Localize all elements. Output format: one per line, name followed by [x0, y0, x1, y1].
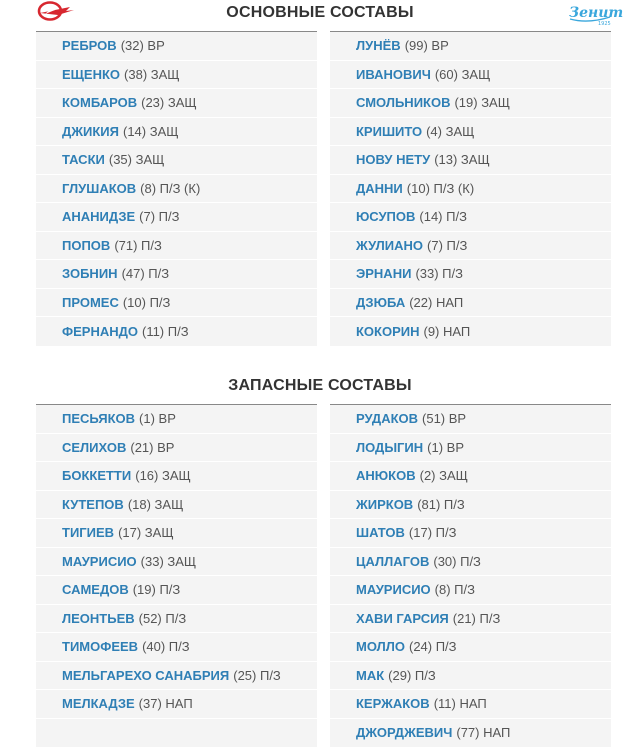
player-name-link[interactable]: ПЕСЬЯКОВ: [62, 411, 136, 427]
player-name-link[interactable]: АНЮКОВ: [356, 468, 416, 484]
player-name-link[interactable]: ШАТОВ: [356, 525, 405, 541]
away-lineup-list: [330, 31, 611, 346]
player-name-link[interactable]: МАК: [356, 667, 385, 683]
player-number-position: (52) П/З: [138, 610, 187, 626]
player-name-link[interactable]: КОКОРИН: [356, 323, 420, 339]
player-name-link[interactable]: КРИШИТО: [356, 123, 423, 139]
player-row: [36, 203, 317, 232]
player-row: [330, 576, 611, 605]
player-number-position: (14) П/З: [419, 209, 467, 225]
home-substitutes-list: [36, 404, 317, 747]
player-number-position: (32) ВР: [120, 38, 165, 54]
player-name-link[interactable]: ТАСКИ: [62, 152, 105, 168]
player-row: [36, 662, 317, 691]
player-number-position: (21) ВР: [130, 439, 175, 455]
player-number-position: (30) П/З: [433, 553, 481, 569]
player-name-link[interactable]: СМОЛЬНИКОВ: [356, 95, 451, 111]
player-row: [330, 146, 611, 175]
player-name-link[interactable]: РЕБРОВ: [62, 38, 117, 54]
player-number-position: (60) ЗАЩ: [434, 66, 491, 82]
player-name-link[interactable]: ЦАЛЛАГОВ: [356, 553, 430, 569]
player-number-position: (4) ЗАЩ: [426, 123, 475, 139]
player-row: [330, 434, 611, 463]
player-number-position: (13) ЗАЩ: [434, 152, 490, 168]
player-row: [330, 317, 611, 346]
player-name-link[interactable]: МАУРИСИО: [356, 582, 431, 598]
player-name-link[interactable]: НОВУ НЕТУ: [356, 152, 431, 168]
player-name-link[interactable]: РУДАКОВ: [356, 411, 419, 427]
player-name-link[interactable]: ФЕРНАНДО: [62, 323, 138, 339]
away-substitutes-list: [330, 404, 611, 747]
player-row: [36, 232, 317, 261]
player-number-position: (17) П/З: [408, 525, 457, 541]
player-name-link[interactable]: САМЕДОВ: [62, 582, 129, 598]
player-number-position: (35) ЗАЩ: [108, 152, 165, 168]
player-row: [36, 605, 317, 634]
player-number-position: (38) ЗАЩ: [124, 66, 180, 82]
player-number-position: (11) П/З: [141, 323, 189, 339]
player-row: [36, 118, 317, 147]
player-number-position: (23) ЗАЩ: [141, 95, 197, 111]
player-name-link[interactable]: ЗОБНИН: [62, 266, 118, 282]
player-row: [330, 719, 611, 747]
player-row: [330, 462, 611, 491]
zenit-logo-icon[interactable]: [568, 2, 624, 27]
player-row: [36, 462, 317, 491]
player-name-link[interactable]: ЖУЛИАНО: [356, 237, 424, 253]
player-name-link[interactable]: КЕРЖАКОВ: [356, 696, 430, 712]
player-number-position: (17) ЗАЩ: [118, 525, 174, 541]
player-row: [36, 32, 317, 61]
player-row: [330, 118, 611, 147]
player-row: [36, 175, 317, 204]
player-number-position: (1) ВР: [427, 439, 464, 455]
home-lineup-list: [36, 31, 317, 346]
player-number-position: (10) П/З (К): [406, 180, 475, 196]
zenit-logo-text: Зенит: [569, 5, 624, 21]
player-name-link[interactable]: ЕЩЕНКО: [62, 66, 121, 82]
player-number-position: (33) ЗАЩ: [140, 553, 197, 569]
player-row: [36, 576, 317, 605]
player-row: [330, 260, 611, 289]
player-row: [36, 61, 317, 90]
player-row: [330, 519, 611, 548]
player-number-position: (81) П/З: [417, 496, 465, 512]
player-number-position: (22) НАП: [409, 294, 464, 310]
substitutes-grid: [36, 404, 611, 746]
player-number-position: (24) П/З: [408, 639, 457, 655]
player-row: [36, 89, 317, 118]
player-number-position: (77) НАП: [456, 725, 511, 741]
player-name-link[interactable]: КОМБАРОВ: [62, 95, 138, 111]
player-row: [36, 289, 317, 318]
lineups-header: [0, 0, 640, 31]
player-row: [330, 690, 611, 719]
player-number-position: (47) П/З: [121, 266, 170, 282]
player-name-link[interactable]: МОЛЛО: [356, 639, 405, 655]
player-number-position: (71) П/З: [114, 237, 162, 253]
player-name-link[interactable]: АНАНИДЗЕ: [62, 209, 136, 225]
player-name-link[interactable]: МАУРИСИО: [62, 553, 137, 569]
player-row: [330, 61, 611, 90]
player-name-link[interactable]: ТИМОФЕЕВ: [62, 639, 139, 655]
player-number-position: (99) ВР: [404, 38, 449, 54]
player-name-link[interactable]: ДЗЮБА: [356, 294, 406, 310]
player-name-link[interactable]: МЕЛЬГАРЕХО САНАБРИЯ: [62, 667, 230, 683]
player-row: [330, 289, 611, 318]
player-number-position: (19) ЗАЩ: [454, 95, 510, 111]
substitutes-header: [0, 371, 640, 404]
player-number-position: (10) П/З: [122, 294, 171, 310]
player-number-position: (14) ЗАЩ: [122, 123, 179, 139]
player-row: [330, 633, 611, 662]
player-row: [330, 89, 611, 118]
player-row: [330, 605, 611, 634]
player-row: [36, 633, 317, 662]
player-number-position: (21) П/З: [452, 610, 501, 626]
player-name-link[interactable]: ЛЕОНТЬЕВ: [62, 610, 135, 626]
player-name-link[interactable]: ДЖОРДЖЕВИЧ: [356, 725, 453, 741]
player-row: [330, 491, 611, 520]
player-row: [36, 491, 317, 520]
player-number-position: (8) П/З: [434, 582, 475, 598]
player-row: [36, 719, 317, 747]
player-row: [36, 548, 317, 577]
player-number-position: (25) П/З: [233, 667, 281, 683]
player-row: [330, 203, 611, 232]
player-row: [36, 519, 317, 548]
player-row: [330, 175, 611, 204]
player-name-link[interactable]: МЕЛКАДЗЕ: [62, 696, 135, 712]
player-name-link[interactable]: ДАННИ: [356, 180, 403, 196]
player-number-position: (7) П/З: [139, 209, 180, 225]
player-name-link[interactable]: ДЖИКИЯ: [62, 123, 119, 139]
player-name-link[interactable]: ЛУНЁВ: [356, 38, 401, 54]
player-name-link[interactable]: ХАВИ ГАРСИЯ: [356, 610, 449, 626]
player-row: [330, 32, 611, 61]
player-row: [36, 690, 317, 719]
player-number-position: (37) НАП: [138, 696, 193, 712]
player-row: [36, 260, 317, 289]
player-number-position: (40) П/З: [142, 639, 190, 655]
player-row: [330, 405, 611, 434]
player-number-position: (18) ЗАЩ: [127, 496, 184, 512]
player-number-position: (51) ВР: [422, 411, 467, 427]
player-row: [36, 317, 317, 346]
player-name-link[interactable]: ИВАНОВИЧ: [356, 66, 431, 82]
player-name-link[interactable]: ЖИРКОВ: [356, 496, 414, 512]
player-number-position: (7) П/З: [427, 237, 468, 253]
player-row: [36, 405, 317, 434]
player-name-link[interactable]: ТИГИЕВ: [62, 525, 115, 541]
player-number-position: (19) П/З: [132, 582, 181, 598]
player-number-position: (33) П/З: [415, 266, 463, 282]
player-name-link[interactable]: БОККЕТТИ: [62, 468, 132, 484]
player-row: [36, 434, 317, 463]
player-number-position: (1) ВР: [139, 411, 176, 427]
player-row: [330, 662, 611, 691]
lineups-grid: [36, 31, 611, 345]
player-number-position: (9) НАП: [423, 323, 471, 339]
player-name-link[interactable]: СЕЛИХОВ: [62, 439, 127, 455]
player-row: [36, 146, 317, 175]
player-row: [330, 232, 611, 261]
substitutes-title: ЗАПАСНЫЕ СОСТАВЫ: [228, 377, 412, 394]
player-number-position: (11) НАП: [433, 696, 487, 712]
player-name-link[interactable]: ЛОДЫГИН: [356, 439, 424, 455]
player-number-position: (29) П/З: [388, 667, 436, 683]
player-number-position: (8) П/З (К): [140, 180, 201, 196]
player-name-link[interactable]: ПРОМЕС: [62, 294, 119, 310]
player-number-position: (2) ЗАЩ: [419, 468, 468, 484]
player-name-link[interactable]: КУТЕПОВ: [62, 496, 124, 512]
zenit-logo-year: 1925: [598, 21, 611, 27]
lineups-title: ОСНОВНЫЕ СОСТАВЫ: [226, 4, 414, 21]
player-name-link[interactable]: ГЛУШАКОВ: [62, 180, 137, 196]
player-name-link[interactable]: ЮСУПОВ: [356, 209, 416, 225]
player-name-link[interactable]: ПОПОВ: [62, 237, 111, 253]
player-number-position: (16) ЗАЩ: [135, 468, 191, 484]
player-row: [330, 548, 611, 577]
player-name-link[interactable]: ЭРНАНИ: [356, 266, 412, 282]
